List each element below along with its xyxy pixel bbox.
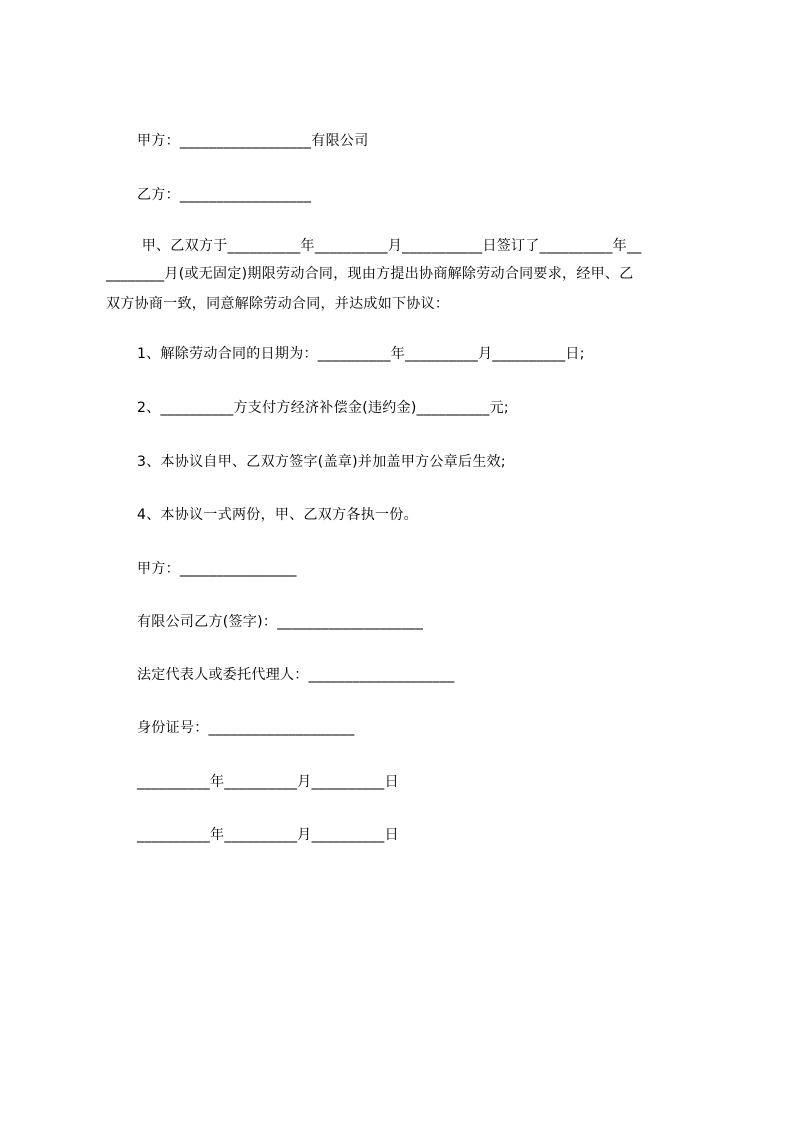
signature-party-a: 甲方：________________ — [137, 561, 297, 577]
clause-2: 2、__________方支付方经济补偿金(违约金)__________元; — [137, 400, 509, 416]
signature-representative: 法定代表人或委托代理人：____________________ — [137, 667, 455, 683]
clause-3: 3、本协议自甲、乙双方签字(盖章)并加盖甲方公章后生效; — [137, 454, 506, 470]
signature-company-party-b: 有限公司乙方(签字)：____________________ — [137, 614, 424, 630]
date-line-1: __________年__________月__________日 — [137, 774, 399, 790]
clause-4: 4、本协议一式两份，甲、乙双方各执一份。 — [137, 507, 418, 523]
intro-line-3: 双方协商一致，同意解除劳动合同，并达成如下协议： — [106, 296, 450, 312]
intro-line-1: 甲、乙双方于__________年__________月___________日签订了__________年__ — [137, 238, 642, 254]
party-b-line: 乙方：__________________ — [137, 187, 312, 203]
party-a-line: 甲方：__________________有限公司 — [137, 133, 369, 149]
date-line-2: __________年__________月__________日 — [137, 827, 399, 843]
clause-1: 1、解除劳动合同的日期为：__________年__________月__________日; — [137, 346, 585, 362]
signature-id-number: 身份证号：____________________ — [137, 720, 355, 736]
intro-line-2: ________月(或无固定)期限劳动合同，现由方提出协商解除劳动合同要求，经甲、乙 — [106, 266, 634, 282]
